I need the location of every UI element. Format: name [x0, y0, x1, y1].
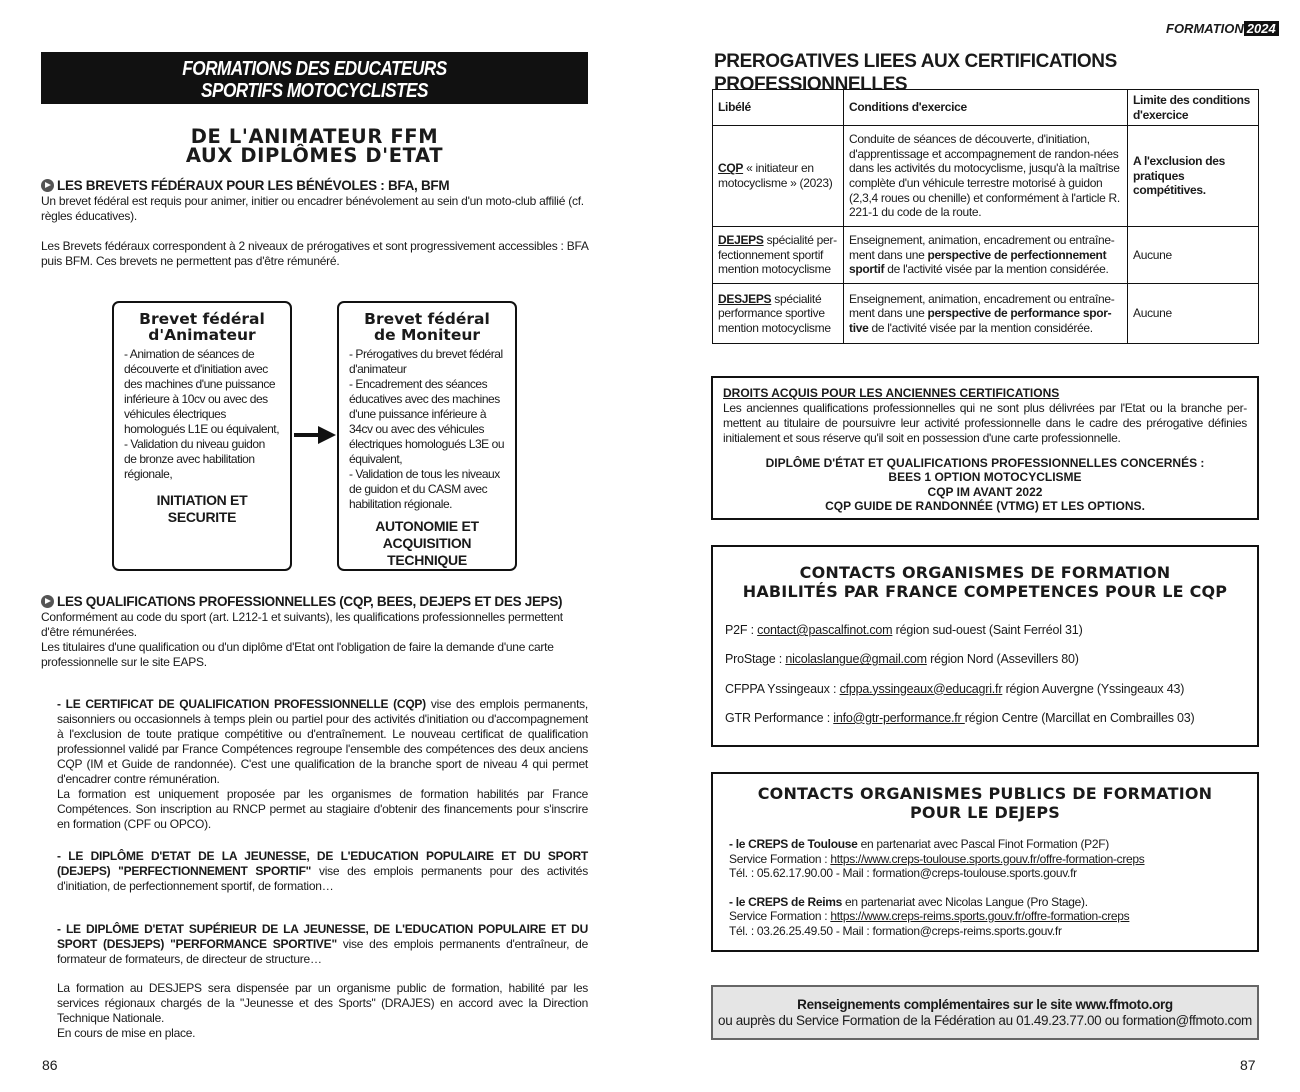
box-footer: [349, 518, 505, 569]
creps-name-line: [729, 837, 1241, 852]
info-line-2: ou auprès du Service Formation de la Fédération au 01.49.23.77.00 ou formation@ffmoto.com: [718, 1013, 1252, 1028]
droits-acquis-box: [711, 376, 1259, 520]
title-line-1: CONTACTS ORGANISMES DE FORMATION: [799, 563, 1171, 582]
contact-region: région sud-ouest (Saint Ferréol 31): [892, 623, 1083, 637]
cqp-text: vise des emplois permanents, saisonniers ou occasionnels à temps plein ou partiel pour des activités d'initiation ou d'accompagnement à l'exclusion de toute pratique compétitive ou d'entraînement. Le nouveau certificat de qualification professionnel validé par France Compétences regroupe l'ensemble des compétences des deux anciens CQP (IM et Guide de randonnée). C'est une qualification de la branche sport de niveau 4 qui permet d'encadrer contre rémunération.: [57, 697, 588, 786]
droits-line: BEES 1 OPTION MOTOCYCLISME: [888, 470, 1082, 485]
service-label: Service Formation :: [729, 851, 831, 866]
contact-name: GTR Performance :: [725, 710, 834, 725]
subtitle-line-2: AUX DIPLÔMES D'ETAT: [185, 144, 444, 167]
table-cell: [844, 284, 1128, 344]
creps-url-link[interactable]: https://www.creps-toulouse.sports.gouv.fr/offre-formation-creps: [830, 851, 1145, 866]
droits-list: [723, 456, 1247, 514]
arrow-bullet-icon: [41, 595, 54, 608]
cell-text: « initiateur en motocyclisme » (2023): [718, 161, 833, 190]
cell-text: de l'activité visée par la mention considérée.: [868, 320, 1093, 335]
page-number-right: 87: [1240, 1057, 1256, 1073]
contacts-dejeps-box: [711, 772, 1259, 952]
contact-email-link[interactable]: contact@pascalfinot.com: [757, 623, 893, 637]
contact-name: ProStage :: [725, 652, 786, 667]
box-title-line-2: d'Animateur: [148, 326, 256, 344]
cell-bold: perspective de performance spor-tive: [849, 306, 1112, 335]
desjeps-bold: - LE DIPLÔME D'ETAT SUPÉRIEUR DE LA JEUNESSE, DE L'EDUCATION POPULAIRE ET DU SPORT (DESJEPS) "PERFORMANCE SPORTIVE": [57, 922, 588, 951]
box-text: - Animation de séances de découverte et d'initiation avec des machines d'une puissance inférieure à 10cv ou avec des véhicules électriques homologués L1E ou équivalent, - Validation du niveau guidon de bronze avec habilitation régionale,: [124, 347, 280, 481]
brevets-section: [41, 178, 588, 269]
dejeps-text: vise des emplois permanents pour des activités d'initiation, de perfectionnement sportif, de formation…: [57, 864, 588, 893]
dejeps-bold: - LE DIPLÔME D'ETAT DE LA JEUNESSE, DE L'EDUCATION POPULAIRE ET DU SPORT (DEJEPS) "PERFECTIONNEMENT SPORTIF": [57, 849, 588, 878]
contact-region: région Centre (Marcillat en Combrailles 03): [964, 710, 1195, 725]
creps-tel-line: Tél. : 03.26.25.49.50 - Mail : formation@creps-reims.sports.gouv.fr: [729, 923, 1062, 938]
page-number-left: 86: [42, 1057, 58, 1073]
creps-name: - le CREPS de Toulouse: [729, 837, 858, 851]
right-arrow-icon: [292, 424, 338, 446]
contact-region: région Auvergne (Yssingeaux 43): [1002, 681, 1185, 696]
creps-partner: en partenariat avec Nicolas Langue (Pro Stage).: [842, 894, 1088, 909]
droits-text: Les anciennes qualifications professionnelles qui ne sont plus délivrées par l'Etat ou la branche per-mettent au titulaire de poursuivre leur activité professionnelle dans le cadre des prérogative définies initialement et sous réserve qu'il soit en possession d'une carte professionnelle.: [723, 400, 1247, 445]
cqp-paragraph-2: La formation est uniquement proposée par les organismes de formation habilités par France Compétences. Son inscription au RNCP permet au stagiaire d'obtenir des financements pour s'inscrire en formation (CPF ou OPCO).: [57, 787, 588, 831]
subtitle-line-1: DE L'ANIMATEUR FFM: [190, 125, 439, 148]
contact-item: [725, 623, 1245, 638]
quals-heading-text: LES QUALIFICATIONS PROFESSIONNELLES (CQP, BEES, DEJEPS ET DES JEPS): [57, 594, 563, 609]
creps-partner: en partenariat avec Pascal Finot Formation (P2F): [857, 837, 1109, 851]
final-paragraph-2: En cours de mise en place.: [57, 1026, 196, 1040]
table-cell: [713, 284, 844, 344]
dejeps-block: [57, 849, 588, 894]
brevets-paragraph-2: Les Brevets fédéraux correspondent à 2 niveaux de prérogatives et sont progressivement accessibles : BFA puis BFM. Ces brevets ne permettent pas d'être rémunéré.: [41, 239, 588, 269]
contact-email-link[interactable]: info@gtr-performance.fr: [833, 710, 965, 725]
droits-line: CQP IM AVANT 2022: [927, 484, 1043, 499]
box-footer: INITIATION ET SECURITE: [156, 492, 248, 525]
tag-year: 2024: [1244, 21, 1279, 36]
contact-item: [725, 652, 1245, 667]
creps-toulouse: [729, 837, 1241, 881]
contacts-dejeps-title: [729, 784, 1241, 822]
title-line-2: HABILITÉS PAR FRANCE COMPETENCES POUR LE CQP: [742, 582, 1228, 601]
desjeps-paragraph: [57, 922, 588, 967]
contact-name: CFPPA Yssingeaux :: [725, 681, 840, 696]
creps-url-link[interactable]: https://www.creps-reims.sports.gouv.fr/offre-formation-creps: [830, 909, 1130, 923]
arrow-bullet-icon: [41, 179, 54, 192]
banner-line-1: FORMATIONS DES EDUCATEURS: [182, 58, 447, 80]
droits-line: CQP GUIDE DE RANDONNÉE (VTMG) ET LES OPTIONS.: [825, 499, 1145, 514]
table-cell: [713, 126, 844, 227]
droits-line: DIPLÔME D'ÉTAT ET QUALIFICATIONS PROFESSIONNELLES CONCERNÉS :: [765, 455, 1205, 470]
creps-reims: [729, 895, 1241, 939]
cell-text: Enseignement, animation, encadrement ou entraîne-ment dans une: [849, 291, 1115, 321]
cell-bold: DEJEPS: [718, 233, 764, 248]
contact-item: [725, 682, 1245, 697]
box-title: [349, 311, 505, 343]
table-cell: [713, 227, 844, 284]
subtitle: [41, 127, 588, 165]
table-header-row: [713, 90, 1259, 126]
contacts-cqp-box: [711, 545, 1259, 747]
info-line-1: Renseignements complémentaires sur le site www.ffmoto.org: [797, 997, 1173, 1012]
brevets-heading-text: LES BREVETS FÉDÉRAUX POUR LES BÉNÉVOLES : BFA, BFM: [57, 178, 450, 193]
contact-email-link[interactable]: nicolaslangue@gmail.com: [785, 652, 927, 667]
cell-bold: DESJEPS: [718, 291, 772, 306]
table-header: Conditions d'exercice: [844, 90, 1128, 126]
cqp-paragraph: [57, 697, 588, 787]
formation-tag: [1166, 20, 1276, 38]
brevet-animateur-box: [112, 301, 292, 571]
quals-section: [41, 594, 588, 670]
cqp-block: [57, 697, 588, 832]
contact-name: P2F :: [725, 623, 758, 637]
creps-service-line: [729, 909, 1241, 924]
contacts-cqp-title: [725, 563, 1245, 601]
contact-item: [725, 711, 1245, 726]
creps-service-line: [729, 852, 1241, 867]
box-footer-line-2: ACQUISITION TECHNIQUE: [382, 535, 472, 568]
table-header: Limite des conditions d'exercice: [1128, 90, 1259, 126]
title-line-2: POUR LE DEJEPS: [909, 803, 1061, 822]
brevets-paragraph-1: Un brevet fédéral est requis pour animer, initier ou encadrer bénévolement au sein d'un moto-club affilié (cf. règles éducatives).: [41, 194, 584, 224]
table-cell: Aucune: [1128, 284, 1259, 344]
title-line-1: CONTACTS ORGANISMES PUBLICS DE FORMATION: [757, 784, 1213, 803]
table-header: Libélé: [713, 90, 844, 126]
cell-text: spécialité performance sportive mention motocyclisme: [718, 291, 831, 335]
cell-text: Enseignement, animation, encadrement ou entraîne-ment dans une: [849, 233, 1115, 262]
box-title-line-2: de Moniteur: [373, 326, 481, 344]
desjeps-text: vise des emplois permanents d'entraîneur, de formateur de formateurs, de directeur de structure…: [57, 937, 588, 966]
table-row: [713, 227, 1259, 284]
box-text: - Prérogatives du brevet fédéral d'animateur - Encadrement des séances éducatives avec des machines d'une puissance inférieure à 34cv ou avec des véhicules électriques homologués L3E ou équivalent, - Validation de tous les niveaux de guidon et du CASM avec habilitation régionale.: [349, 347, 505, 511]
box-title: [124, 311, 280, 343]
cell-text: spécialité per-fectionnement sportif mention motocyclisme: [718, 233, 837, 277]
tag-word: FORMATION: [1166, 21, 1244, 36]
box-title-line-1: Brevet fédéral: [139, 310, 265, 328]
table-row: [713, 126, 1259, 227]
contact-region: région Nord (Assevillers 80): [926, 652, 1079, 667]
brevet-moniteur-box: [337, 301, 517, 571]
final-block: [57, 981, 588, 1041]
table-cell: Conduite de séances de découverte, d'initiation, d'apprentissage et accompagnement de randon-nées dans les activités du motocyclisme, jusqu'à la maîtrise complète d'un véhicule terrestre motorisé à guidon (2,3,4 roues ou chenille) et conformément à l'article R. 221-1 du code de la route.: [844, 126, 1128, 227]
section-banner: [41, 52, 588, 104]
prerogatives-table: [712, 89, 1259, 344]
creps-name: - le CREPS de Reims: [729, 894, 843, 909]
creps-name-line: [729, 895, 1241, 910]
droits-title: DROITS ACQUIS POUR LES ANCIENNES CERTIFICATIONS: [723, 386, 1060, 400]
box-title-line-1: Brevet fédéral: [364, 310, 490, 328]
box-footer-line-1: AUTONOMIE ET: [375, 518, 479, 534]
dejeps-paragraph: [57, 849, 588, 894]
table-cell: Aucune: [1128, 227, 1259, 284]
banner-line-2: SPORTIFS MOTOCYCLISTES: [201, 80, 428, 102]
prerogatives-title: PREROGATIVES LIEES AUX CERTIFICATIONS PROFESSIONNELLES: [714, 51, 1117, 96]
service-label: Service Formation :: [729, 909, 831, 923]
table-cell: A l'exclusion des pratiques compétitives.: [1128, 126, 1259, 227]
quals-heading: [41, 594, 588, 610]
cell-text: de l'activité visée par la mention considérée.: [884, 262, 1109, 277]
quals-paragraph-2: Les titulaires d'une qualification ou d'un diplôme d'Etat ont l'obligation de faire la demande d'une carte professionnelle sur le site EAPS.: [41, 640, 554, 670]
info-box: [711, 985, 1259, 1040]
table-row: [713, 284, 1259, 344]
final-paragraph: La formation au DESJEPS sera dispensée par un organisme public de formation, habilité par les services régionaux chargés de la "Jeunesse et des Sports" (DRAJES) en accord avec la Direction Technique Nationale.: [57, 981, 588, 1025]
cqp-bold: - LE CERTIFICAT DE QUALIFICATION PROFESSIONNELLE (CQP): [57, 697, 426, 711]
cell-bold: perspective de perfectionnement sportif: [849, 247, 1107, 277]
desjeps-block: [57, 922, 588, 967]
brevets-heading: [41, 178, 588, 194]
cell-bold: CQP: [718, 161, 744, 176]
contact-email-link[interactable]: cfppa.yssingeaux@educagri.fr: [839, 681, 1003, 696]
creps-tel-line: Tél. : 05.62.17.90.00 - Mail : formation@creps-toulouse.sports.gouv.fr: [729, 866, 1077, 880]
quals-paragraph-1: Conformément au code du sport (art. L212-1 et suivants), les qualifications professionnelles permettent d'être rémunérées.: [41, 610, 563, 640]
table-cell: [844, 227, 1128, 284]
